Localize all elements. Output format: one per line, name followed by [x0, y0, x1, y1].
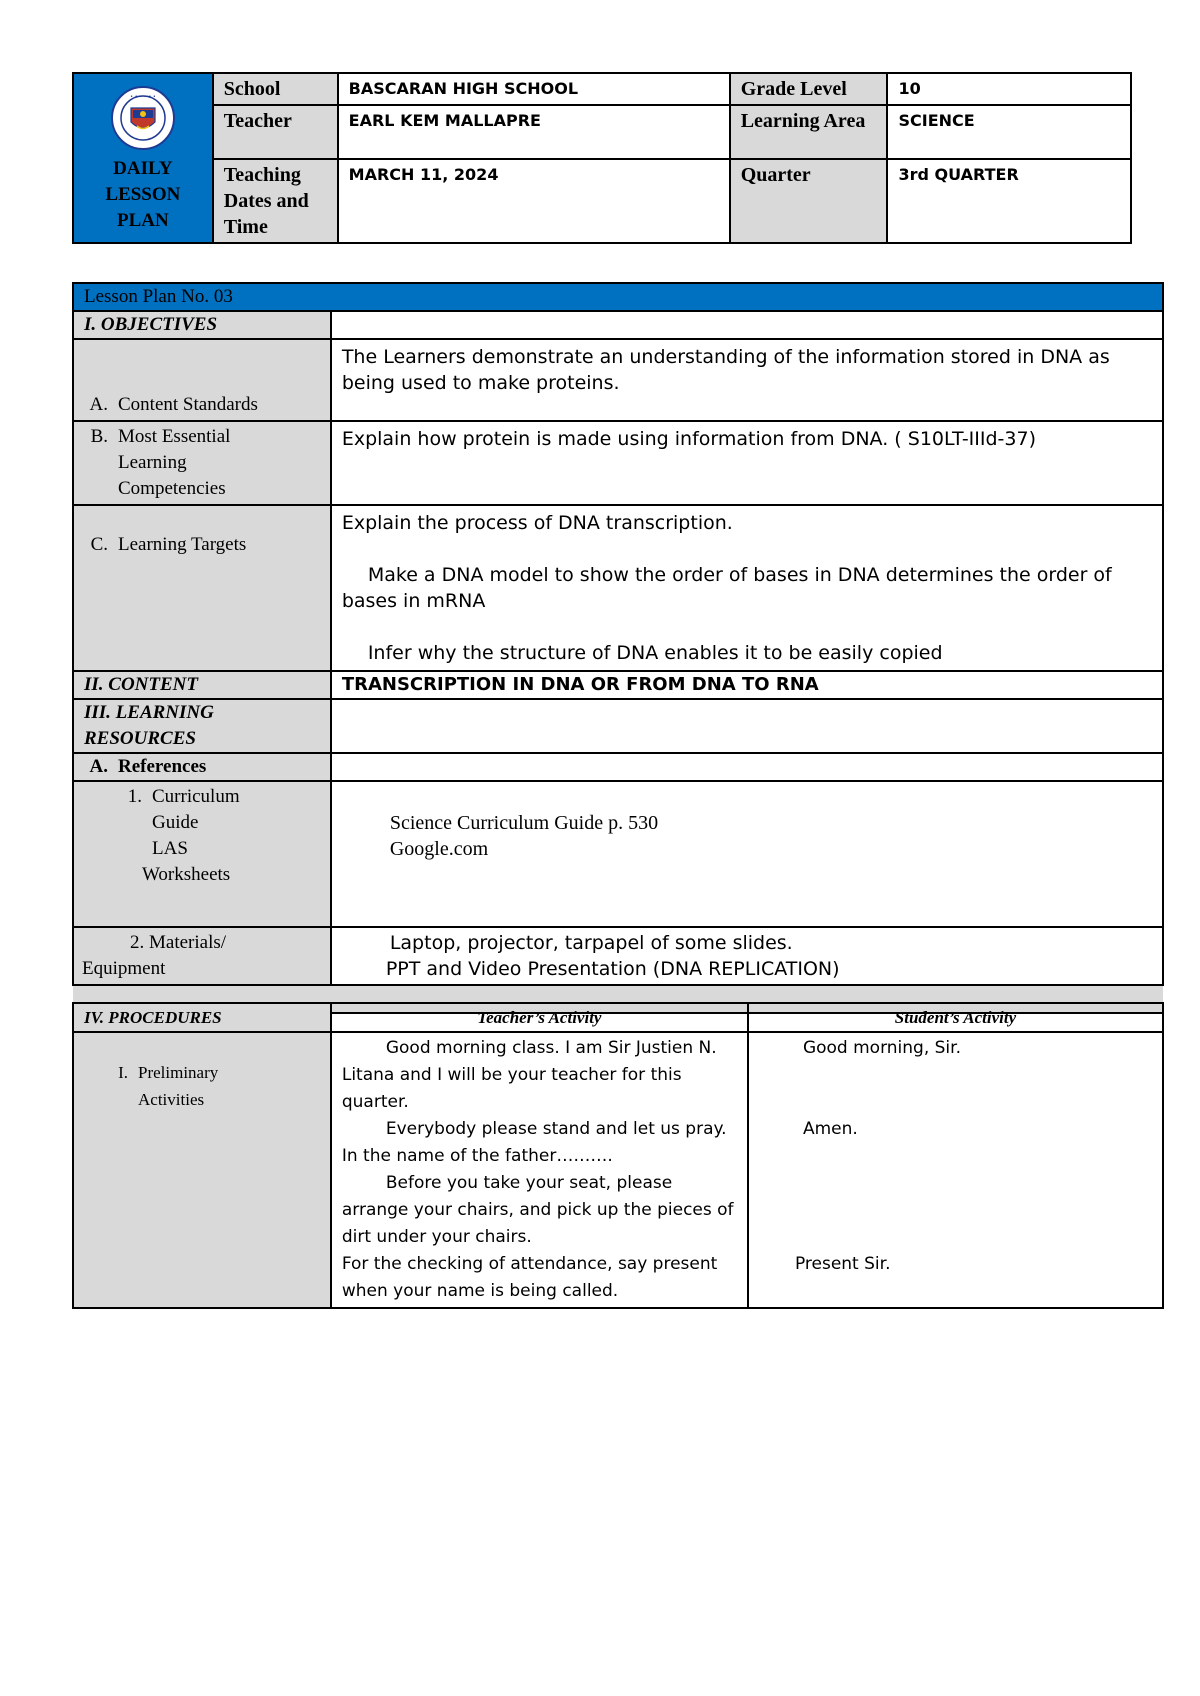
lesson-plan-title: Lesson Plan No. 03	[73, 283, 1163, 311]
references-label: References	[118, 756, 207, 777]
quarter-label: Quarter	[730, 159, 888, 243]
melc-number: B.	[90, 426, 108, 447]
content-standards-label: Content Standards	[118, 394, 258, 415]
school-label: School	[213, 73, 338, 105]
student-activity-heading: Student’s Activity	[748, 1003, 1163, 1032]
student-activity-line: Amen.	[802, 1119, 858, 1139]
preliminary-activities-number: I.	[118, 1063, 128, 1082]
content-standards-text: The Learners demonstrate an understanding of the information stored in DNA as being used to make proteins.	[331, 339, 1163, 421]
student-activity-line: Present Sir.	[794, 1254, 891, 1274]
content-text: TRANSCRIPTION IN DNA OR FROM DNA TO RNA	[331, 671, 1163, 699]
preliminary-activities-label-cell	[73, 1032, 331, 1308]
references-number: A.	[89, 756, 108, 777]
learning-target-item: Make a DNA model to show the order of bases in DNA determines the order of bases in mRNA	[341, 564, 1112, 612]
student-activity-cell	[748, 1032, 1163, 1308]
curriculum-label-line: Guide	[152, 812, 199, 833]
learning-area-label: Learning Area	[730, 105, 888, 159]
content-heading: II. CONTENT	[73, 671, 331, 699]
preliminary-activities-label: Preliminary Activities	[138, 1063, 219, 1109]
lesson-table	[72, 282, 1164, 1014]
curriculum-label-line: Curriculum	[152, 786, 240, 807]
objectives-empty-cell	[331, 311, 1163, 339]
procedures-heading: IV. PROCEDURES	[73, 1003, 331, 1032]
curriculum-label-cell	[73, 781, 331, 927]
materials-label-line: Equipment	[82, 958, 166, 979]
deped-seal-logo	[111, 86, 175, 150]
references-label-cell	[73, 753, 331, 781]
materials-value-line: PPT and Video Presentation (DNA REPLICATION)	[385, 958, 840, 980]
header-table	[72, 72, 1132, 244]
teaching-dates-label: Teaching Dates and Time	[213, 159, 338, 243]
melc-text: Explain how protein is made using information from DNA. ( S10LT-IIId-37)	[331, 421, 1163, 505]
curriculum-value-line: Google.com	[389, 838, 489, 860]
daily-lesson-plan-title: DAILY LESSON PLAN	[105, 158, 181, 231]
learning-resources-heading: III. LEARNING RESOURCES	[73, 699, 331, 753]
materials-values	[331, 927, 1163, 985]
curriculum-label-line: Worksheets	[142, 864, 231, 885]
teacher-label: Teacher	[213, 105, 338, 159]
materials-label-line: 2. Materials/	[130, 932, 227, 953]
logo-cell	[73, 73, 213, 243]
svg-text:• • • • • •: • • • • • •	[130, 94, 156, 100]
teacher-activity-line: For the checking of attendance, say present when your name is being called.	[341, 1254, 718, 1301]
quarter-value: 3rd QUARTER	[887, 159, 1131, 243]
learning-targets-label-cell	[73, 505, 331, 671]
learning-target-item: Explain the process of DNA transcription.	[341, 512, 733, 534]
curriculum-values	[331, 781, 1163, 927]
learning-targets-list	[331, 505, 1163, 671]
curriculum-value-line: Science Curriculum Guide p. 530	[389, 812, 659, 834]
content-standards-label-cell	[73, 339, 331, 421]
learning-resources-empty-cell	[331, 699, 1163, 753]
teacher-activity-cell	[331, 1032, 748, 1308]
melc-label: Most Essential Learning Competencies	[118, 426, 231, 499]
materials-label-cell	[73, 927, 331, 985]
learning-targets-number: C.	[90, 534, 108, 555]
teaching-dates-value: MARCH 11, 2024	[338, 159, 730, 243]
grade-level-value: 10	[887, 73, 1131, 105]
curriculum-label-line: LAS	[152, 838, 188, 859]
melc-label-cell	[73, 421, 331, 505]
learning-targets-label: Learning Targets	[118, 534, 247, 555]
teacher-activity-line: Everybody please stand and let us pray. In the name of the father……….	[341, 1119, 727, 1166]
learning-target-item: Infer why the structure of DNA enables it to be easily copied	[367, 642, 943, 664]
teacher-activity-line: Before you take your seat, please arrange your chairs, and pick up the pieces of dirt under your chairs.	[341, 1173, 734, 1247]
learning-area-value: SCIENCE	[887, 105, 1131, 159]
references-empty-cell	[331, 753, 1163, 781]
school-value: BASCARAN HIGH SCHOOL	[338, 73, 730, 105]
teacher-value: EARL KEM MALLAPRE	[338, 105, 730, 159]
teacher-activity-heading: Teacher’s Activity	[331, 1003, 748, 1032]
content-standards-number: A.	[89, 394, 108, 415]
objectives-heading: I. OBJECTIVES	[73, 311, 331, 339]
materials-value-line: Laptop, projector, tarpapel of some slides.	[389, 932, 793, 954]
teacher-activity-line: Good morning class. I am Sir Justien N. Litana and I will be your teacher for this quarter.	[341, 1038, 717, 1112]
procedures-table	[72, 1002, 1164, 1309]
grade-level-label: Grade Level	[730, 73, 888, 105]
curriculum-number: 1.	[127, 786, 142, 807]
student-activity-line: Good morning, Sir.	[802, 1038, 961, 1058]
